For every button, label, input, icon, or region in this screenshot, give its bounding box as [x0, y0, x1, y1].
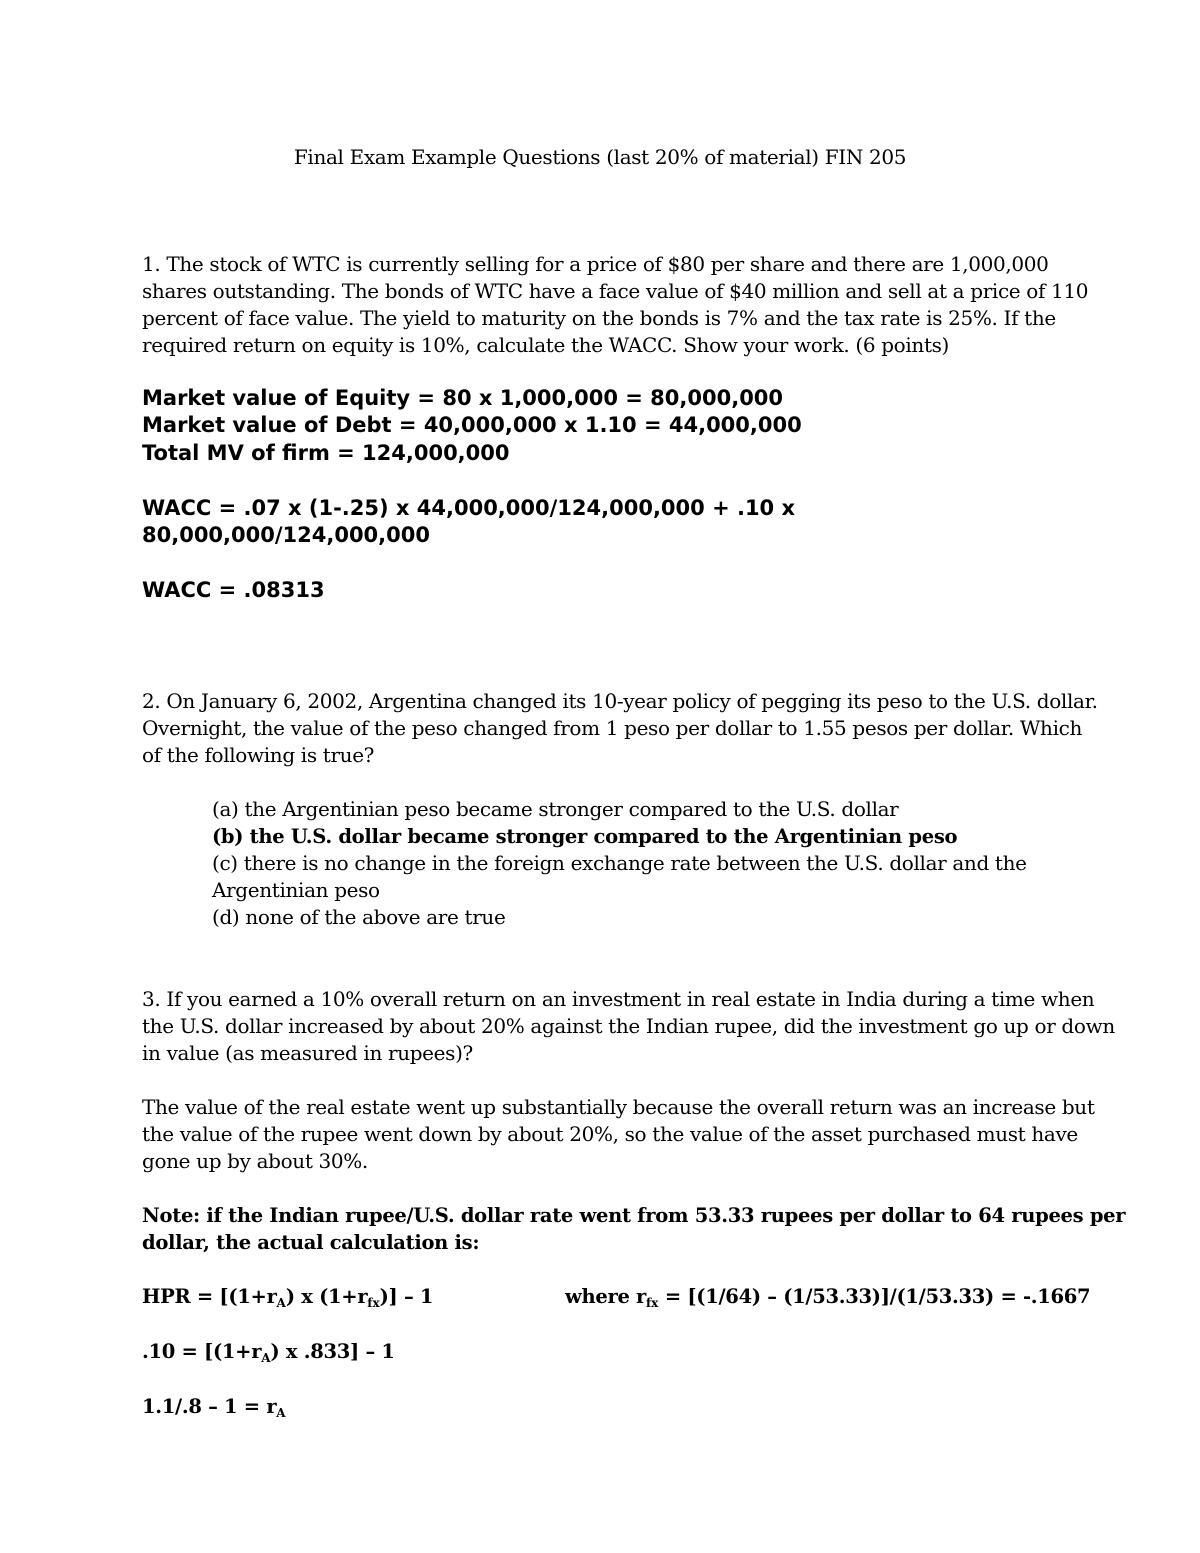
q1-wacc-formula-line-2: 80,000,000/124,000,000	[142, 523, 430, 547]
q3-note-line-1: Note: if the Indian rupee/U.S. dollar rate went from 53.33 rupees per dollar to 64 rupees per	[142, 1204, 1126, 1227]
q3-line-1: 3. If you earned a 10% overall return on an investment in real estate in India during a time when	[142, 987, 1095, 1011]
q2-line-1: 2. On January 6, 2002, Argentina changed its 10-year policy of pegging its peso to the U.S. dollar.	[142, 689, 1098, 713]
q3-formula-2: $.10 = [(1+r_A)$ x .833] – 1	[142, 1340, 395, 1365]
q1-line-4: required return on equity is 10%, calculate the WACC. Show your work. (6 points)	[142, 333, 950, 357]
q1-line-2: shares outstanding. The bonds of WTC have a face value of $40 million and sell at a price of 110	[142, 279, 1089, 303]
q2-line-3: of the following is true?	[142, 743, 375, 767]
q2-line-2: Overnight, the value of the peso changed from 1 peso per dollar to 1.55 pesos per dollar. Which	[142, 716, 1083, 740]
q2-option-a: (a) the Argentinian peso became stronger compared to the U.S. dollar	[212, 797, 899, 821]
q1-line-1: 1. The stock of WTC is currently selling for a price of $80 per share and there are 1,000,000	[142, 252, 1049, 276]
q3-line-2: the U.S. dollar increased by about 20% against the Indian rupee, did the investment go up or down	[142, 1014, 1115, 1038]
q3-answer-line-2: the value of the rupee went down by about 20%, so the value of the asset purchased must have	[142, 1122, 1078, 1146]
q3-answer-line-3: gone up by about 30%.	[142, 1149, 368, 1173]
rfx-formula: where $r_{fx} = [(1/64) - (1/53.33)]/(1/53.33) = -.1667$	[565, 1285, 1091, 1310]
hpr-formula: HPR = [$(1+r_A)$ x $(1+r_{fx})] - 1$	[142, 1285, 434, 1310]
q2-option-c-line-1: (c) there is no change in the foreign exchange rate between the U.S. dollar and the	[212, 851, 1027, 875]
q1-answer-debt: Market value of Debt = 40,000,000 x 1.10 = 44,000,000	[142, 413, 802, 437]
q3-answer-line-1: The value of the real estate went up substantially because the overall return was an increase but	[142, 1095, 1095, 1119]
q2-option-b: (b) the U.S. dollar became stronger compared to the Argentinian peso	[212, 825, 958, 848]
q1-answer-total: Total MV of firm = 124,000,000	[142, 441, 510, 465]
q2-option-d: (d) none of the above are true	[212, 905, 506, 929]
q1-wacc-formula-line-1: WACC = .07 x (1-.25) x 44,000,000/124,000,000 + .10 x	[142, 496, 796, 520]
q1-line-3: percent of face value. The yield to maturity on the bonds is 7% and the tax rate is 25%. If the	[142, 306, 1056, 330]
q1-answer-equity: Market value of Equity = 80 x 1,000,000 = 80,000,000	[142, 386, 784, 410]
q2-option-c-line-2: Argentinian peso	[212, 878, 380, 902]
q3-hpr-formula-row	[142, 1283, 1142, 1310]
q3-line-3: in value (as measured in rupees)?	[142, 1041, 473, 1065]
q1-wacc-result: WACC = .08313	[142, 578, 325, 602]
q3-formula-3: $1.1/.8 - 1 = r_A$	[142, 1395, 286, 1420]
page-title: Final Exam Example Questions (last 20% of material) FIN 205	[293, 145, 907, 169]
q3-note-line-2: dollar, the actual calculation is:	[142, 1231, 480, 1254]
